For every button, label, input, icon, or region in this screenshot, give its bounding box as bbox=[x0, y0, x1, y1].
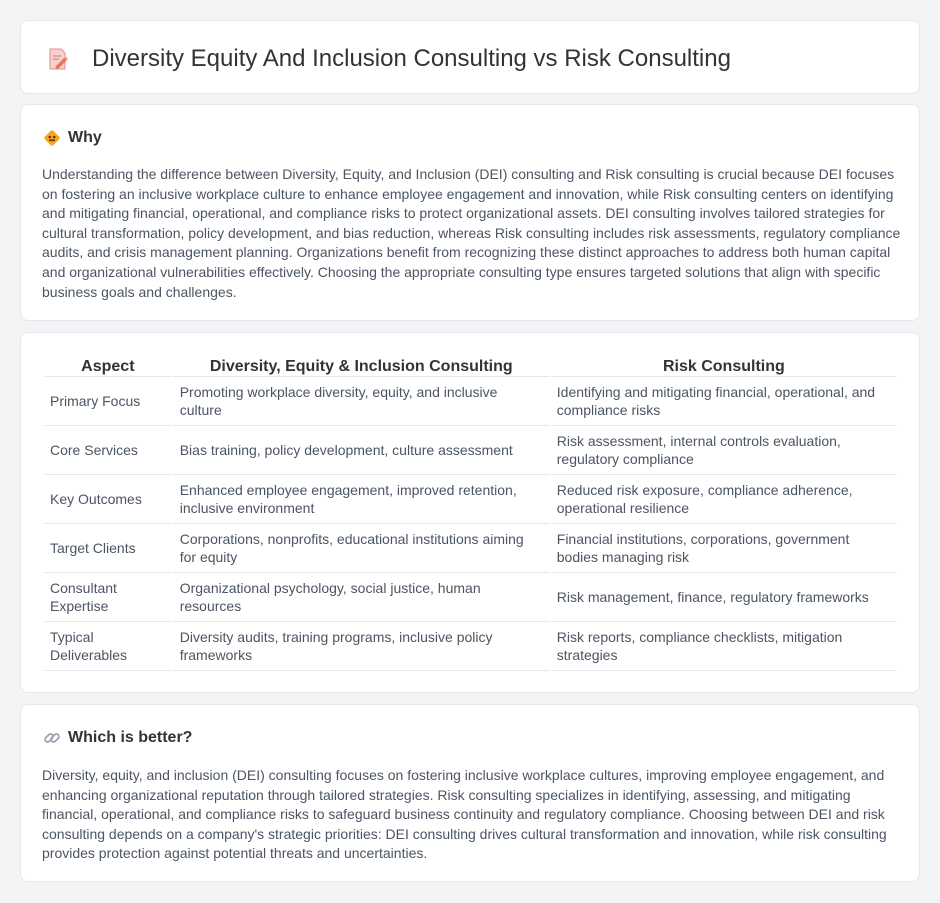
aspect-cell: Typical Deliverables bbox=[44, 622, 172, 671]
risk-cell: Identifying and mitigating financial, operational, and compliance risks bbox=[551, 377, 897, 426]
table-header-row bbox=[44, 353, 897, 377]
aspect-cell: Target Clients bbox=[44, 524, 172, 573]
aspect-cell: Primary Focus bbox=[44, 377, 172, 426]
risk-cell: Risk assessment, internal controls evaluation, regulatory compliance bbox=[551, 426, 897, 475]
link-icon bbox=[43, 729, 61, 747]
why-section bbox=[20, 104, 920, 321]
dei-cell: Enhanced employee engagement, improved retention, inclusive environment bbox=[174, 475, 549, 524]
dei-cell: Corporations, nonprofits, educational institutions aiming for equity bbox=[174, 524, 549, 573]
risk-cell: Risk management, finance, regulatory frameworks bbox=[551, 573, 897, 622]
risk-cell: Risk reports, compliance checklists, mitigation strategies bbox=[551, 622, 897, 671]
comparison-table-card bbox=[20, 332, 920, 693]
table-row bbox=[44, 524, 897, 573]
page-title: Diversity Equity And Inclusion Consulting vs Risk Consulting bbox=[92, 45, 731, 72]
warning-diamond-icon bbox=[43, 129, 61, 147]
table-row bbox=[44, 426, 897, 475]
table-row bbox=[44, 622, 897, 671]
risk-cell: Financial institutions, corporations, government bodies managing risk bbox=[551, 524, 897, 573]
table-row bbox=[44, 377, 897, 426]
header-card bbox=[20, 20, 920, 94]
why-text: Understanding the difference between Diversity, Equity, and Inclusion (DEI) consulting and Risk consulting is crucial because DEI focuses on fostering an inclusive workplace culture to enhance employee engagement and innovation, while Risk consulting centers on identifying and mitigating financial, operational, and compliance risks to protect organizational assets. DEI consulting involves tailored strategies for cultural transformation, policy development, and bias reduction, whereas Risk consulting includes risk assessments, regulatory compliance audits, and crisis management planning. Organizations benefit from recognizing these distinct approaches to address both human capital and organizational vulnerabilities effectively. Choosing the appropriate consulting type ensures targeted solutions that align with specific business goals and challenges. bbox=[42, 166, 901, 300]
better-text: Diversity, equity, and inclusion (DEI) consulting focuses on fostering inclusive workplace cultures, improving employee engagement, and enhancing organizational reputation through tailored strategies. Risk consulting specializes in identifying, assessing, and mitigating financial, operational, and compliance risks to safeguard business continuity and regulatory compliance. Choosing between DEI and risk consulting depends on a company's strategic priorities: DEI consulting drives cultural transformation and innovation, while risk consulting provides protection against potential threats and uncertainties. bbox=[42, 767, 887, 862]
why-heading: Why bbox=[68, 129, 102, 146]
better-heading: Which is better? bbox=[68, 729, 193, 746]
aspect-cell: Core Services bbox=[44, 426, 172, 475]
why-heading-row bbox=[43, 128, 102, 148]
column-header-aspect: Aspect bbox=[44, 353, 172, 377]
dei-cell: Organizational psychology, social justice, human resources bbox=[174, 573, 549, 622]
dei-cell: Bias training, policy development, culture assessment bbox=[174, 426, 549, 475]
table-row bbox=[44, 475, 897, 524]
risk-cell: Reduced risk exposure, compliance adherence, operational resilience bbox=[551, 475, 897, 524]
dei-cell: Promoting workplace diversity, equity, and inclusive culture bbox=[174, 377, 549, 426]
which-is-better-section bbox=[20, 704, 920, 882]
better-heading-row bbox=[43, 728, 192, 748]
document-pencil-icon bbox=[47, 47, 69, 71]
aspect-cell: Key Outcomes bbox=[44, 475, 172, 524]
dei-cell: Diversity audits, training programs, inclusive policy frameworks bbox=[174, 622, 549, 671]
column-header-dei: Diversity, Equity & Inclusion Consulting bbox=[174, 353, 549, 377]
column-header-risk: Risk Consulting bbox=[551, 353, 897, 377]
comparison-table bbox=[42, 353, 899, 671]
aspect-cell: Consultant Expertise bbox=[44, 573, 172, 622]
table-row bbox=[44, 573, 897, 622]
